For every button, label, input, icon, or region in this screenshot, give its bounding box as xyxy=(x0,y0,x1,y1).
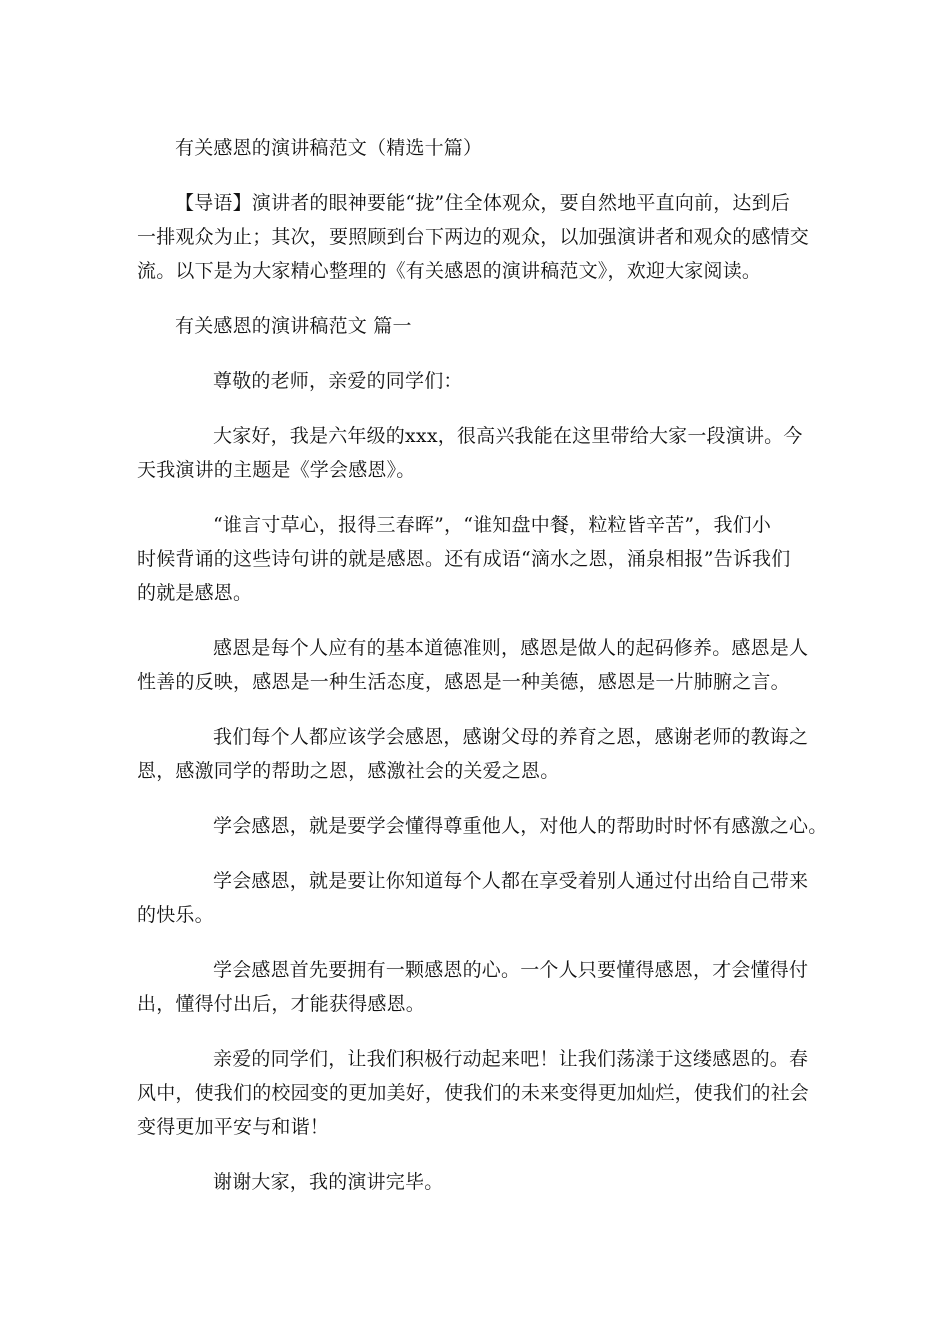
salutation: 尊敬的老师，亲爱的同学们： xyxy=(213,370,463,392)
intro-line: 【导语】演讲者的眼神要能“拢”住全体观众，要自然地平直向前，达到后 xyxy=(175,192,791,214)
paragraph-line: 出，懂得付出后，才能获得感恩。 xyxy=(137,993,426,1015)
paragraph-line: 谢谢大家，我的演讲完毕。 xyxy=(213,1171,444,1193)
section-heading: 有关感恩的演讲稿范文 篇一 xyxy=(175,315,412,337)
paragraph-line: 学会感恩，就是要学会懂得尊重他人，对他人的帮助时时怀有感激之心。 xyxy=(213,815,828,837)
paragraph-line: 学会感恩首先要拥有一颗感恩的心。一个人只要懂得感恩，才会懂得付 xyxy=(213,959,809,981)
paragraph-line: 感恩是每个人应有的基本道德准则，感恩是做人的起码修养。感恩是人 xyxy=(213,637,809,659)
paragraph-line: 我们每个人都应该学会感恩，感谢父母的养育之恩，感谢老师的教诲之 xyxy=(213,726,809,748)
paragraph-line: 亲爱的同学们，让我们积极行动起来吧！让我们荡漾于这缕感恩的。春 xyxy=(213,1048,809,1070)
paragraph-line: 的快乐。 xyxy=(137,904,214,926)
paragraph-line: “谁言寸草心，报得三春晖”，“谁知盘中餐，粒粒皆辛苦”，我们小 xyxy=(213,514,772,536)
paragraph-line: 性善的反映，感恩是一种生活态度，感恩是一种美德，感恩是一片肺腑之言。 xyxy=(137,671,790,693)
paragraph-line: 风中，使我们的校园变的更加美好，使我们的未来变得更加灿烂，使我们的社会 xyxy=(137,1082,810,1104)
intro-line: 一排观众为止；其次，要照顾到台下两边的观众，以加强演讲者和观众的感情交 xyxy=(137,226,810,248)
intro-line: 流。以下是为大家精心整理的《有关感恩的演讲稿范文》，欢迎大家阅读。 xyxy=(137,260,762,282)
paragraph-line: 变得更加平安与和谐！ xyxy=(137,1116,330,1138)
document-title: 有关感恩的演讲稿范文（精选十篇） xyxy=(175,137,483,159)
paragraph-line: 时候背诵的这些诗句讲的就是感恩。还有成语“滴水之恩，涌泉相报”告诉我们 xyxy=(137,548,791,570)
paragraph-line: 大家好，我是六年级的xxx，很高兴我能在这里带给大家一段演讲。今 xyxy=(213,425,803,447)
paragraph-line: 学会感恩，就是要让你知道每个人都在享受着别人通过付出给自己带来 xyxy=(213,870,809,892)
paragraph-line: 天我演讲的主题是《学会感恩》。 xyxy=(137,459,416,481)
paragraph-line: 的就是感恩。 xyxy=(137,582,253,604)
paragraph-line: 恩，感激同学的帮助之恩，感激社会的关爱之恩。 xyxy=(137,760,560,782)
